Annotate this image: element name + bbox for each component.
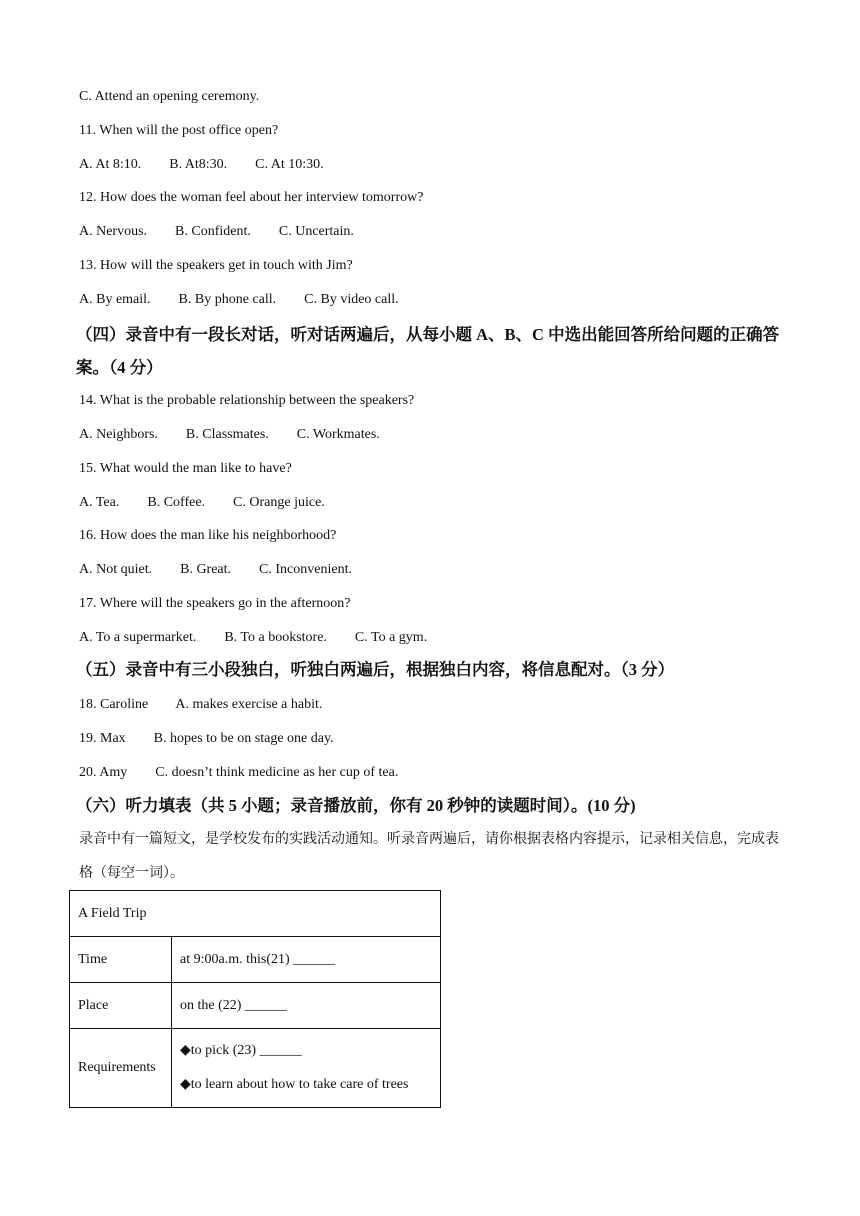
match-19: 19. Max B. hopes to be on stage one day. bbox=[79, 731, 334, 746]
question-11-options: A. At 8:10. B. At8:30. C. At 10:30. bbox=[79, 157, 324, 172]
question-16-options: A. Not quiet. B. Great. C. Inconvenient. bbox=[79, 562, 352, 577]
question-13-options: A. By email. B. By phone call. C. By video call. bbox=[79, 292, 399, 307]
time-label: Time bbox=[70, 937, 172, 983]
field-trip-table bbox=[69, 890, 441, 1108]
requirement-item: ◆to pick (23) ______ bbox=[180, 1043, 302, 1058]
question-16: 16. How does the man like his neighborhood? bbox=[79, 528, 337, 543]
match-18: 18. Caroline A. makes exercise a habit. bbox=[79, 697, 323, 712]
question-15-options: A. Tea. B. Coffee. C. Orange juice. bbox=[79, 495, 325, 510]
line-q10-option-c: C. Attend an opening ceremony. bbox=[79, 89, 260, 104]
requirements-value bbox=[172, 1029, 441, 1108]
question-14-options: A. Neighbors. B. Classmates. C. Workmates. bbox=[79, 427, 380, 442]
question-11: 11. When will the post office open? bbox=[79, 123, 279, 138]
table-title: A Field Trip bbox=[70, 891, 441, 937]
requirement-item: ◆to learn about how to take care of trees bbox=[180, 1077, 409, 1092]
place-value: on the (22) ______ bbox=[172, 983, 441, 1029]
section-5-heading: （五）录音中有三小段独白，听独白两遍后，根据独白内容，将信息配对。（3 分） bbox=[76, 660, 675, 679]
section-6-instructions: 录音中有一篇短文，是学校发布的实践活动通知。听录音两遍后，请你根据表格内容提示，记录相关信息，完成表格（每空一词）。 bbox=[79, 832, 779, 881]
question-12: 12. How does the woman feel about her interview tomorrow? bbox=[79, 190, 424, 205]
question-12-options: A. Nervous. B. Confident. C. Uncertain. bbox=[79, 224, 354, 239]
time-value: at 9:00a.m. this(21) ______ bbox=[172, 937, 441, 983]
question-17-options: A. To a supermarket. B. To a bookstore. C. To a gym. bbox=[79, 630, 428, 645]
place-label: Place bbox=[70, 983, 172, 1029]
question-14: 14. What is the probable relationship between the speakers? bbox=[79, 393, 415, 408]
match-20: 20. Amy C. doesn’t think medicine as her cup of tea. bbox=[79, 765, 399, 780]
question-17: 17. Where will the speakers go in the afternoon? bbox=[79, 596, 351, 611]
question-13: 13. How will the speakers get in touch with Jim? bbox=[79, 258, 353, 273]
section-4-heading: （四）录音中有一段长对话，听对话两遍后，从每小题 A、B、C 中选出能回答所给问题的正确答案。（4 分） bbox=[76, 325, 780, 377]
question-15: 15. What would the man like to have? bbox=[79, 461, 292, 476]
requirements-label: Requirements bbox=[70, 1029, 172, 1108]
section-6-heading: （六）听力填表（共 5 小题；录音播放前，你有 20 秒钟的读题时间）。(10 分) bbox=[76, 796, 636, 815]
